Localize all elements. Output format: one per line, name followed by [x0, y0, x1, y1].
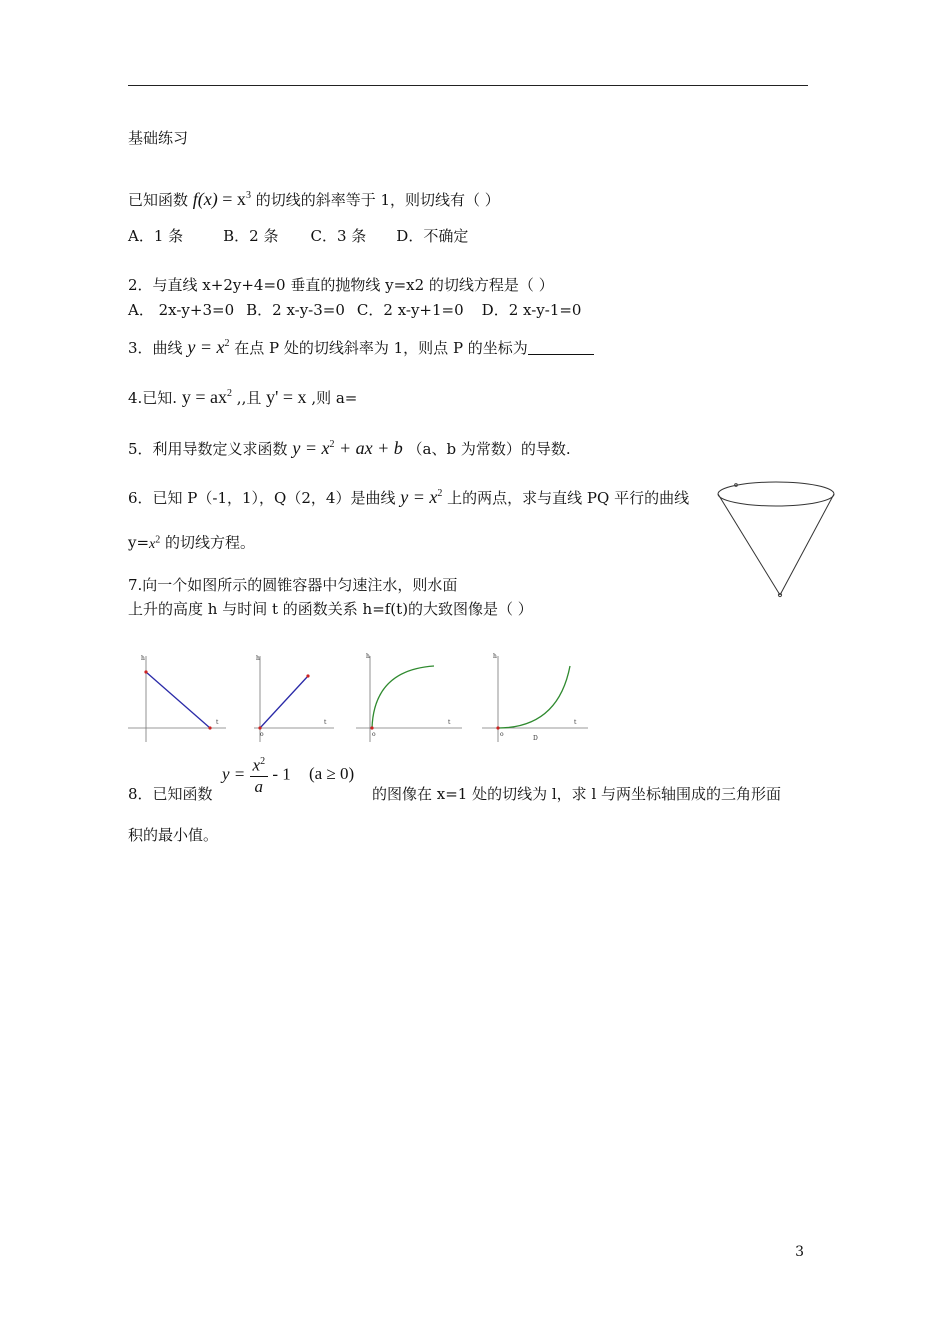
option-a: A． 2x-y+3=0: [128, 301, 235, 319]
graph-d-point: [496, 726, 499, 729]
page-number: 3: [795, 1244, 804, 1260]
header-rule: [128, 85, 808, 86]
graph-a-line: [146, 672, 210, 728]
question-5-suffix: （a、b 为常数）的导数.: [407, 440, 571, 458]
question-5-formula: $y = x^2$ + ax + b: [292, 438, 403, 458]
cone-figure: [718, 480, 838, 600]
axis-label-t: t: [574, 719, 577, 726]
question-0-prefix: 已知函数: [128, 191, 189, 209]
question-4-formula-1: $y = ax^2$: [181, 387, 233, 407]
question-6-line-2-prefix: y=: [128, 533, 150, 552]
section-title: 基础练习: [128, 129, 189, 147]
option-c: C．2 x-y+1=0: [356, 301, 464, 319]
question-0-options: [128, 226, 468, 246]
question-3: [128, 334, 594, 358]
question-4: [128, 384, 357, 408]
question-6-formula: $y = x^2$: [400, 487, 443, 507]
axis-label-t: t: [216, 719, 219, 726]
origin-label: o: [372, 731, 376, 738]
question-4-suffix: ,则 a=: [311, 389, 358, 407]
origin-label: o: [260, 731, 264, 738]
question-6-prefix: 6．已知 P（-1，1），Q（2，4）是曲线: [128, 489, 396, 507]
axis-label-h: h: [493, 653, 497, 660]
question-2: 2．与直线 x+2y+4=0 垂直的抛物线 y=x2 的切线方程是（ ）: [128, 276, 554, 294]
question-8-line-2: 积的最小值。: [128, 826, 219, 844]
question-0-formula: $f(x) = x^3$: [192, 189, 251, 209]
axis-label-h: h: [366, 653, 370, 660]
graph-b: [246, 650, 336, 742]
question-4-mid: ,,且: [236, 389, 262, 407]
option-b: B．2 条: [223, 227, 279, 245]
question-7-line-1: 7.向一个如图所示的圆锥容器中匀速注水，则水面: [128, 576, 458, 594]
option-d: D．不确定: [396, 227, 469, 245]
question-6: [128, 484, 689, 508]
question-6-line-2: [128, 530, 255, 555]
question-0-suffix: 的切线的斜率等于 1，则切线有（ ）: [255, 191, 500, 209]
question-6-line-2-suffix: 的切线方程。: [165, 533, 256, 552]
question-5: [128, 435, 571, 459]
fraction: $\frac{x^2}{a}$: [250, 752, 269, 797]
axis-label-t: t: [324, 719, 327, 726]
question-8-prefix: 8．已知函数: [128, 785, 213, 803]
question-3-formula: $y = x^2$: [187, 337, 230, 357]
option-a: A．1 条: [128, 227, 184, 245]
question-6-suffix: 上的两点，求与直线 PQ 平行的曲线: [447, 489, 690, 507]
origin-label: o: [500, 731, 504, 738]
question-4-formula-2: y' = x: [266, 387, 307, 407]
axis-label-t: t: [448, 719, 451, 726]
graph-c-curve: [372, 666, 434, 728]
graph-a-point: [144, 670, 147, 673]
question-8-suffix: 的图像在 x=1 处的切线为 l，求 l 与两坐标轴围成的三角形面: [372, 785, 782, 803]
graph-b-point: [258, 726, 261, 729]
graph-c-point: [370, 726, 373, 729]
option-b: B．2 x-y-3=0: [246, 301, 345, 319]
graph-a: [128, 650, 228, 742]
option-c: C．3 条: [310, 227, 367, 245]
option-d: D．2 x-y-1=0: [481, 301, 582, 319]
question-3-suffix: 在点 P 处的切线斜率为 1，则点 P 的坐标为: [234, 339, 528, 357]
question-7-line-2: 上升的高度 h 与时间 t 的函数关系 h=f(t)的大致图像是（ ）: [128, 600, 533, 618]
question-4-prefix: 4.已知.: [128, 389, 178, 407]
question-3-prefix: 3．曲线: [128, 339, 183, 357]
question-8-formula: y = $\frac{x^2}{a}$ - 1 (a ≥ 0): [222, 752, 354, 797]
question-0: [128, 186, 500, 210]
graph-d-label: D: [533, 735, 538, 742]
axis-label-h: h: [141, 655, 145, 662]
graph-a-point: [208, 726, 211, 729]
question-5-prefix: 5．利用导数定义求函数: [128, 440, 288, 458]
graph-d-curve: [498, 666, 570, 728]
graph-c: [356, 650, 466, 742]
graph-b-point: [306, 674, 309, 677]
question-2-options: [128, 300, 581, 320]
graph-b-line: [260, 676, 308, 728]
answer-blank: [528, 338, 594, 355]
axis-label-h: h: [256, 655, 260, 662]
graph-d: [482, 650, 592, 742]
question-6-line-2-formula: $x^2$: [149, 534, 161, 552]
